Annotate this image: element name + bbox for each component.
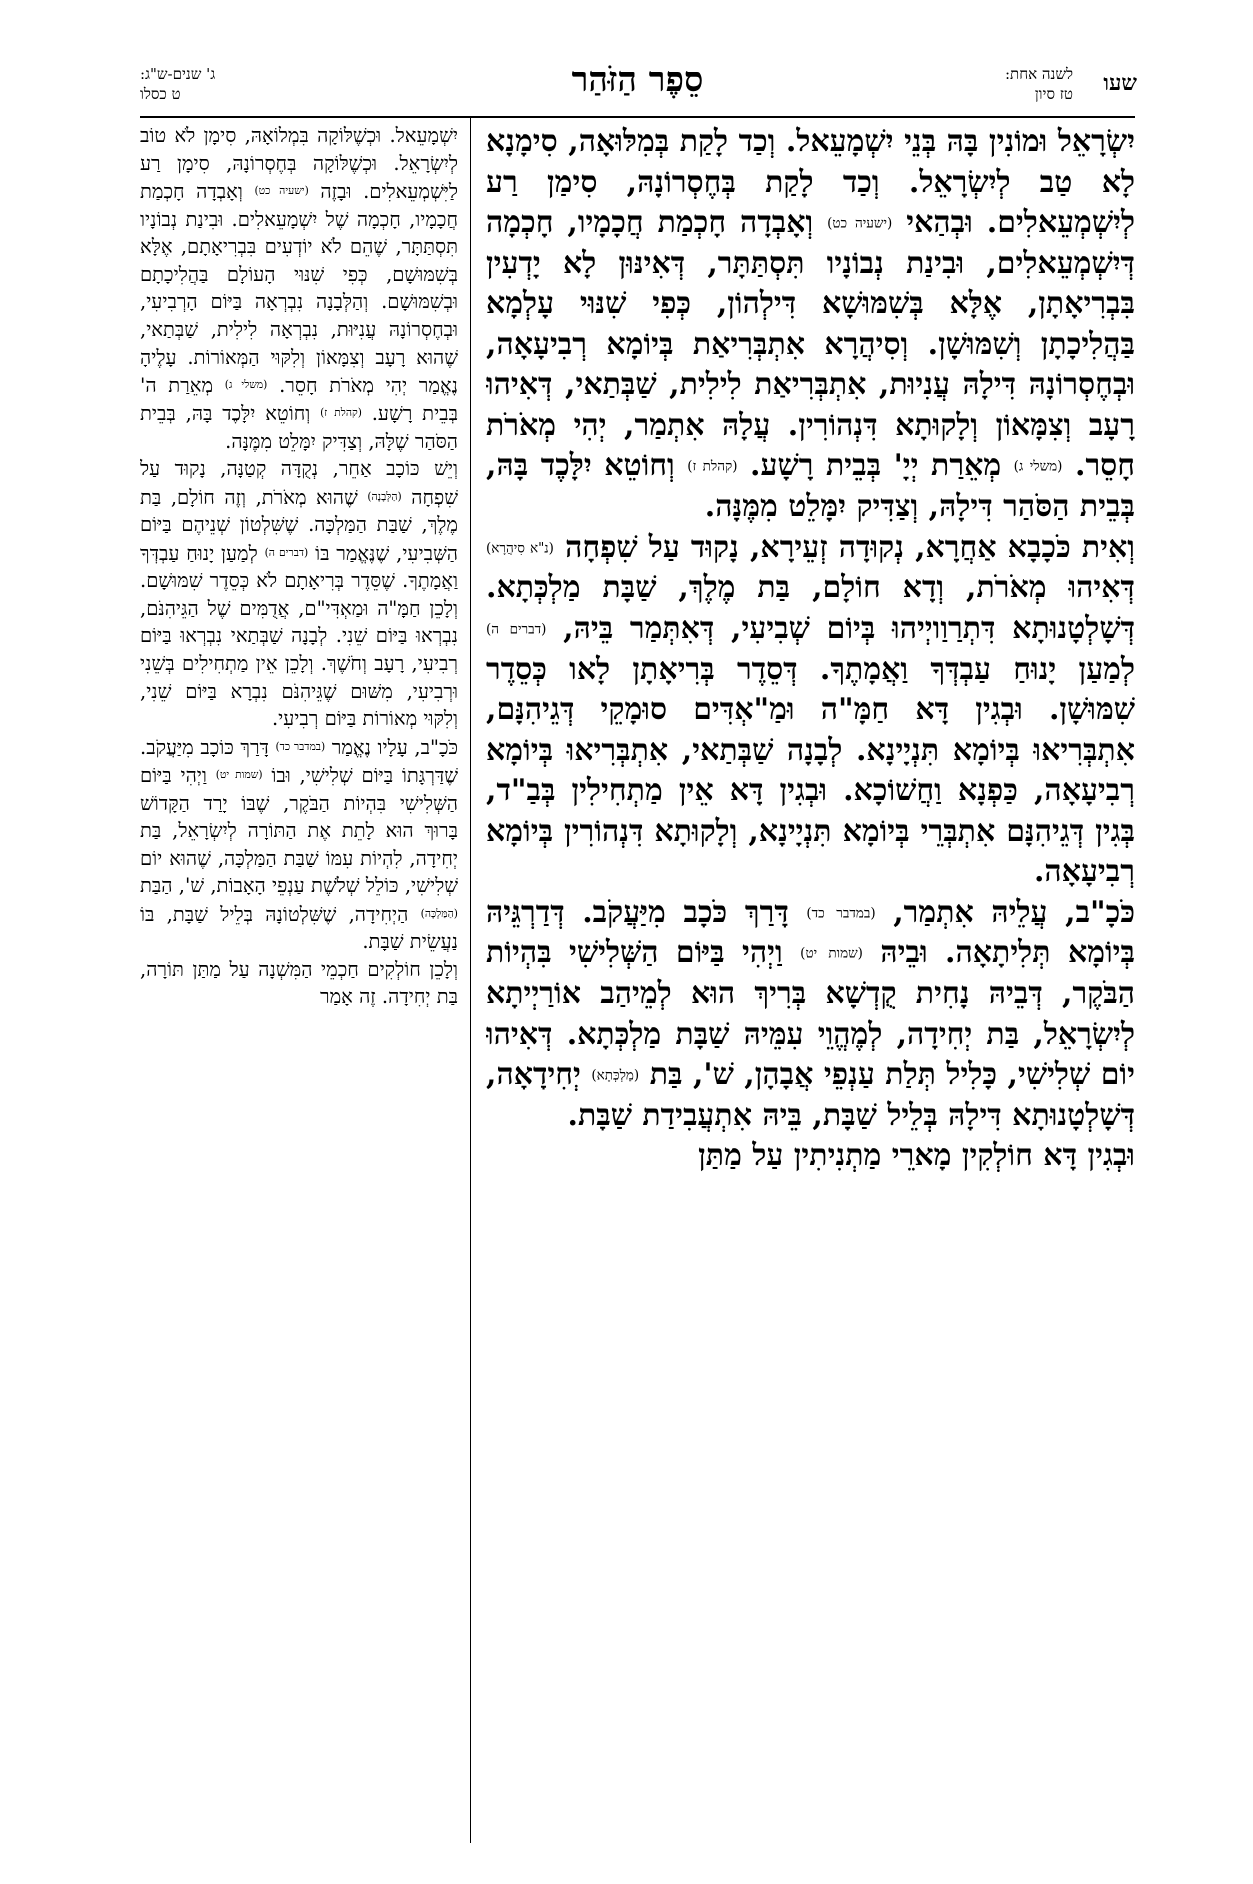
header-right-line2: טז סיון <box>1034 85 1073 103</box>
verse-reference: (ישעיה כט) <box>254 184 309 198</box>
main-paragraph-4: וּבְגִין דָּא חוֹלְקִין מָארֵי מַתְנִיתִין עַל מַתַּן <box>698 1138 1135 1174</box>
header-right-line1: לשנה אחת: <box>1005 65 1073 83</box>
side-paragraph-4: וְלָכֵן חוֹלְקִים חַכְמֵי הַמִּשְׁנָה עַל מַתַּן תּוֹרָה, בַּת יְחִידָה. זֶה אָמַר <box>140 957 458 1009</box>
verse-reference: (משלי ג) <box>1013 458 1063 475</box>
side-paragraph-1: יִשְׁמָעֵאל. וּכְשֶׁלּוֹקָה בִּמְלוֹאָהּ, סִימָן לֹא טוֹב לְיִשְׂרָאֵל. וּכְשֶׁלּוֹקָה בְּחֶסְרוֹנָהּ, סִימָן רַע לַיִּשְׁמְעֵאלִים. וּבָזֶה (ישעיה כט) וְאָבְדָה חָכְמַת חֲכָמָיו, חָכְמָה שֶׁל יִשְׁמָעֵאלִים. וּבִינַת נְבוֹנָיו תִּסְתַּתָּר, שֶׁהֵם לֹא יוֹדְעִים בִּבְרִיאָתָם, אֶלָּא בְּשִׁמּוּשָׁם, כְּפִי שִׁנּוּי הָעוֹלָם בַּהֲלִיכָתָם וּבְשִׁמּוּשָׁם. וְהַלְּבָנָה נִבְרְאָה בַּיּוֹם הָרְבִיעִי, וּבְחֶסְרוֹנָהּ עֲנִיּוּת, נִבְרְאָה לִילִית, שַׁבְּתַאי, שֶׁהוּא רָעָב וְצִמָּאוֹן וְלִקּוּי הַמְּאוֹרוֹת. עָלֶיהָ נֶאֱמַר יְהִי מְאֹרֹת חָסֵר. (משלי ג) מְאֵרַת ה' בְּבֵית רָשָׁע. (קהלת ז) וְחוֹטֵא יִלָּכֶד בָּהּ, בְּבֵית הַסֹּהַר שֶׁלָּהּ, וְצַדִּיק יִמָּלֵט מִמֶּנָּה. <box>140 124 458 453</box>
variant-note: (הַמַּלְכָּה) <box>420 906 458 920</box>
verse-reference: (ישעיה כט) <box>827 215 893 232</box>
main-paragraph-3: כֹּכָ"ב, עֲלֵיהּ אִתְמַר, (במדבר כד) דָּרַךְ כֹּכָב מִיַּעֲקֹב. דְּדַרְגֵּיהּ בְּיוֹמָא תְּלִיתָאָה. וּבֵיהּ (שמות יט) וַיְהִי בַּיּוֹם הַשְּׁלִישִׁי בִּהְיוֹת הַבֹּקֶר, דְּבֵיהּ נָחִית קֻדְשָׁא בְּרִיךְ הוּא לְמֵיהַב אוֹרַיְיתָא לְיִשְׂרָאֵל, בַּת יְחִידָה, לְמֶהֱוֵי עִמֵּיהּ שַׁבָּת מַלְכְּתָא. דְּאִיהוּ יוֹם שְׁלִישִׁי, כָּלִיל תְּלַת עַנְפֵי אֲבָהָן, שׁ', בַּת (מַלְכְּתָא) יְחִידָאָה, דְּשָׁלְטָנוּתָא דִּילָהּ בְּלֵיל שַׁבָּת, בֵּיהּ אִתְעֲבִידַת שַׁבָּת. <box>486 894 1135 1133</box>
header-left-note <box>140 64 215 104</box>
side-paragraph-2: וְיֵשׁ כּוֹכָב אַחֵר, נְקֻדָּה קְטַנָּה, נָקוּד עַל שִׁפְחָה (הַלְּבָנָה) שֶׁהוּא מְאֹרֹת, וְזֶה חוֹלָם, בַּת מֶלֶךְ, שַׁבַּת הַמַּלְכָּה. שֶׁשִּׁלְטוֹן שְׁנֵיהֶם בַּיּוֹם הַשְּׁבִיעִי, שֶׁנֶּאֱמַר בּוֹ (דברים ה) לְמַעַן יָנוּחַ עַבְדְּךָ וַאֲמָתֶךָ. שֶׁסֵּדֶר בְּרִיאָתָם לֹא כְּסֵדֶר שִׁמּוּשָׁם. וְלָכֵן חַמָּ"ה וּמַאְדִּי"ם, אֲדֻמִּים שֶׁל הַגֵּיהִנֹּם, נִבְרְאוּ בַּיּוֹם שֵׁנִי. לְבָנָה שַׁבְּתַאי נִבְרְאוּ בַּיּוֹם רְבִיעִי, רָעָב וְחֹשֶׁךְ. וְלָכֵן אֵין מַתְחִילִים בְּשֵׁנִי וּרְבִיעִי, מִשּׁוּם שֶׁגֵּיהִנֹּם נִבְרָא בַּיּוֹם שֵׁנִי, וְלִקּוּי מְאוֹרוֹת בַּיּוֹם רְבִיעִי. <box>140 457 458 731</box>
header-left-line1: ג' שנים-ש"ג: <box>140 65 216 83</box>
page-number: שעו <box>1103 70 1137 96</box>
verse-reference: (דברים ה) <box>486 621 547 638</box>
header-left-line2: ט כסלו <box>140 85 181 103</box>
verse-reference: (משלי ג) <box>224 378 268 392</box>
verse-reference: (קהלת ז) <box>687 458 738 475</box>
main-text-column <box>486 122 1135 1842</box>
verse-reference: (במדבר כד) <box>275 739 326 753</box>
header-divider <box>140 116 1135 118</box>
side-paragraph-3: כֹּכָ"ב, עָלָיו נֶאֱמַר (במדבר כד) דָּרַךְ כּוֹכָב מִיַּעֲקֹב. שֶׁדַּרְגָּתוֹ בַּיּוֹם שְׁלִישִׁי, וּבוֹ (שמות יט) וַיְהִי בַּיּוֹם הַשְּׁלִישִׁי בִּהְיוֹת הַבֹּקֶר, שֶׁבּוֹ יָרַד הַקָּדוֹשׁ בָּרוּךְ הוּא לָתֵת אֶת הַתּוֹרָה לְיִשְׂרָאֵל, בַּת יְחִידָה, לִהְיוֹת עִמּוֹ שַׁבַּת הַמַּלְכָּה, שֶׁהוּא יוֹם שְׁלִישִׁי, כּוֹלֵל שְׁלֹשֶׁת עַנְפֵי הָאָבוֹת, שׁ', הַבַּת (הַמַּלְכָּה) הַיְחִידָה, שֶׁשִּׁלְטוֹנָהּ בְּלֵיל שַׁבָּת, בּוֹ נַעֲשֵׂית שַׁבָּת. <box>140 735 458 954</box>
translation-column <box>140 122 458 1842</box>
verse-reference: (קהלת ז) <box>320 406 362 420</box>
main-paragraph-1: יִשְׂרָאֵל וּמוֹנִין בָּהּ בְּנֵי יִשְׁמָעֵאל. וְכַד לָקַת בְּמִלּוּאָה, סִימָנָא לָא טַב לְיִשְׂרָאֵל. וְכַד לָקַת בְּחֶסְרוֹנָהּ, סִימַן רַע לְיִשְׁמְעֵאלִים. וּבְהַאי (ישעיה כט) וְאָבְדָה חָכְמַת חֲכָמָיו, חָכְמָה דְּיִשְׁמְעֵאלִים, וּבִינַת נְבוֹנָיו תִּסְתַּתָּר, דְּאִינּוּן לָא יָדְעִין בִּבְרִיאָתָן, אֶלָּא בְּשִׁמּוּשָׁא דִּילְהוֹן, כְּפִי שִׁנּוּי עָלְמָא בַּהֲלִיכָתָן וְשִׁמּוּשָׁן. וְסִיהֲרָא אִתְבְּרִיאַת בְּיוֹמָא רְבִיעָאָה, וּבְחֶסְרוֹנָהּ דִּילָהּ עֲנִיוּת, אִתְבְּרִיאַת לִילִית, שַׁבְּתַאי, דְּאִיהוּ רָעָב וְצִמָּאוֹן וְלָקוּתָא דִּנְהוֹרִין. עֲלָהּ אִתְמַר, יְהִי מְאֹרֹת חָסֵר. (משלי ג) מְאֵרַת יְיָ' בְּבֵית רָשָׁע. (קהלת ז) וְחוֹטֵא יִלָּכֶד בָּהּ, בְּבֵית הַסֹּהַר דִּילָהּ, וְצַדִּיק יִמָּלֵט מִמֶּנָּה. <box>486 124 1135 525</box>
verse-reference: (שמות יט) <box>800 945 863 962</box>
variant-note: (נ"א סִיהֲרָא) <box>486 539 554 556</box>
verse-reference: (דברים ה) <box>264 545 309 559</box>
page-header <box>140 58 1135 114</box>
verse-reference: (שמות יט) <box>215 768 263 782</box>
column-divider <box>470 118 471 1843</box>
variant-note: (הַלְּבָנָה) <box>367 489 402 503</box>
verse-reference: (במדבר כד) <box>806 904 876 921</box>
variant-note: (מַלְכְּתָא) <box>591 1067 640 1084</box>
book-title: סֵפֶר הַזֹּהַר <box>571 60 704 100</box>
main-paragraph-2: וְאִית כֹּכָבָא אַחֲרָא, נְקוּדָה זְעֵירָא, נָקוּד עַל שִׁפְחָה (נ"א סִיהֲרָא) דְּאִיהוּ מְאֹרֹת, וְדָא חוֹלָם, בַּת מֶלֶךְ, שַׁבָּת מַלְכְּתָא. דְּשָׁלְטָנוּתָא דִּתְרַוַויְיהוּ בְּיוֹם שְׁבִיעִי, דְּאִתְּמַר בֵּיהּ, (דברים ה) לְמַעַן יָנוּחַ עַבְדְּךָ וַאֲמָתֶךָ. דְּסֵדֶר בְּרִיאָתָן לָאו כְּסֵדֶר שִׁמּוּשָׁן. וּבְגִין דָּא חַמָּ"ה וּמַ"אְדִּים סוּמָקֵי דְּגֵיהִנָּם, אִתְבְּרִיאוּ בְּיוֹמָא תִּנְיָינָא. לְבָנָה שַׁבְּתַאי, אִתְבְּרִיאוּ בְּיוֹמָא רְבִיעָאָה, כַּפְנָא וַחֲשׁוֹכָא. וּבְגִין דָּא אֵין מַתְחִילִין בְּבַ"ד, בְּגִין דְּגֵיהִנָּם אִתְבְּרֵי בְּיוֹמָא תִּנְיָינָא, וְלָקוּתָא דִּנְהוֹרִין בְּיוֹמָא רְבִיעָאָה. <box>486 529 1135 890</box>
